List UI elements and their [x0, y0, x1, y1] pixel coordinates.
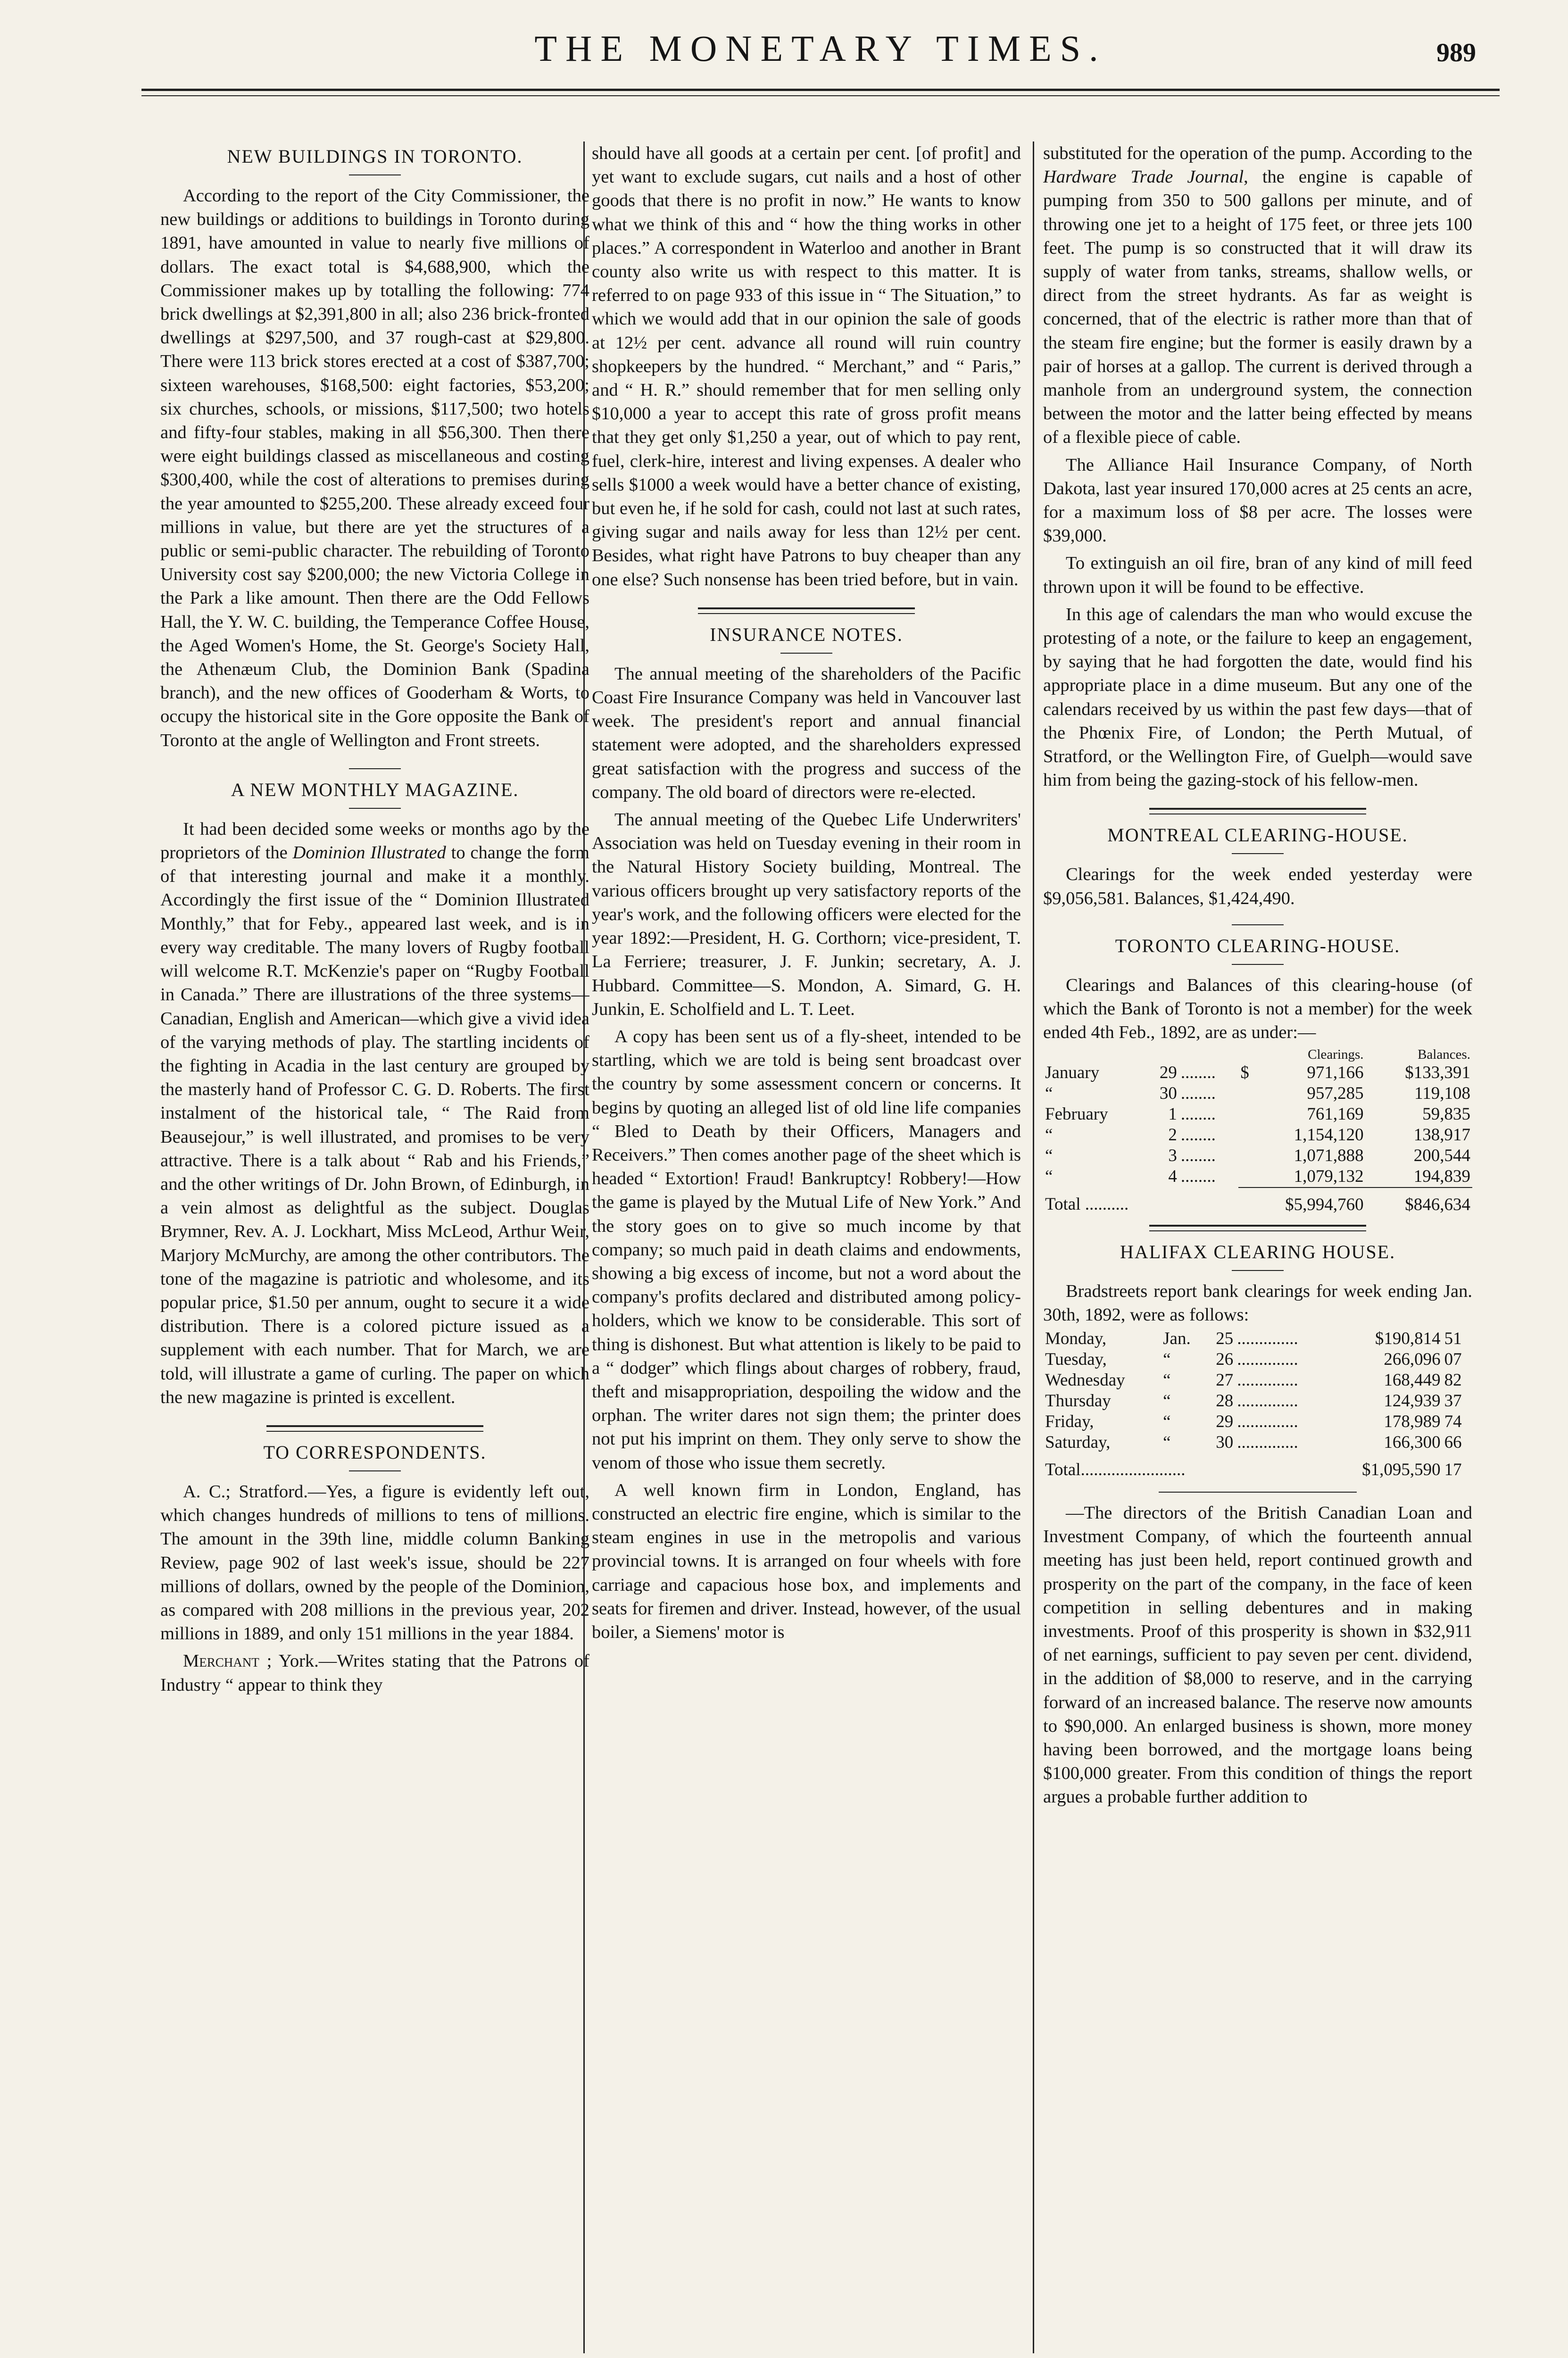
row-day: 4 [1168, 1167, 1177, 1186]
text-run: ; York.—Writes stating that the Patrons of Industry “ appear to think they [160, 1651, 589, 1695]
masthead-rule [141, 89, 1500, 91]
total-balances: $846,634 [1366, 1187, 1472, 1215]
table-header-row [1043, 1046, 1472, 1063]
leader-dots: .............. [1237, 1370, 1298, 1390]
toronto-clearings-table [1043, 1046, 1472, 1215]
short-rule [1159, 1492, 1357, 1493]
page-number: 989 [1436, 38, 1476, 67]
leader-dots: ........ [1180, 1146, 1216, 1165]
italic-title: Dominion Illustrated [292, 843, 446, 863]
article-heading: INSURANCE NOTES. [710, 623, 903, 645]
row-clearings [1238, 1063, 1365, 1083]
leader-dots: ........ [1180, 1063, 1216, 1082]
row-balances: 119,108 [1414, 1083, 1470, 1103]
row-amount: 266,096 [1384, 1349, 1441, 1369]
row-balances: 59,835 [1422, 1104, 1470, 1124]
text-run: substituted for the operation of the pump. According to the [1043, 143, 1472, 163]
row-clearings [1238, 1083, 1365, 1104]
clearings-value: 1,071,888 [1294, 1146, 1364, 1165]
column-header: Balances. [1418, 1046, 1470, 1062]
leader-dots: ........ [1180, 1083, 1216, 1103]
clearings-value: 1,079,132 [1294, 1166, 1364, 1186]
section-double-rule [266, 1425, 483, 1432]
row-month: “ [1045, 1125, 1053, 1145]
article-heading: TO CORRESPONDENTS. [263, 1441, 487, 1463]
clearings-value: 1,154,120 [1294, 1125, 1364, 1145]
article-paragraph: The annual meeting of the shareholders of the Pacific Coast Fire Insurance Company was held in Vancouver last week. The president's report and annual financial statement were adopted, and the shareholders expressed great satisfaction with the progress and success of the company. The old board of directors were re-elected. [592, 664, 1021, 802]
table-row [1043, 1083, 1472, 1104]
row-month: Jan. [1163, 1328, 1191, 1348]
column-header: Clearings. [1308, 1046, 1364, 1062]
row-cents: 07 [1444, 1349, 1462, 1369]
row-balances: 138,917 [1413, 1125, 1470, 1145]
article-heading: TORONTO CLEARING-HOUSE. [1115, 935, 1401, 956]
row-month: “ [1045, 1167, 1053, 1186]
row-weekday: Monday, [1045, 1328, 1107, 1348]
row-clearings [1238, 1125, 1365, 1146]
row-month: “ [1045, 1146, 1053, 1165]
article-heading: HALIFAX CLEARING HOUSE. [1120, 1241, 1396, 1262]
row-amount: 166,300 [1384, 1432, 1441, 1452]
correspondent-name: Merchant [183, 1651, 259, 1671]
row-amount: 168,449 [1384, 1370, 1441, 1390]
row-month: “ [1163, 1411, 1171, 1431]
row-month: January [1045, 1063, 1100, 1082]
article-paragraph: The annual meeting of the Quebec Life Underwriters' Association was held on Tuesday evening in their room in the Natural History Society building, Montreal. The various officers brought up very satisfactory reports of the year's work, and the following officers were elected for the year 1892:—President, H. G. Corthorn; vice-president, T. La Ferriere; treasurer, J. F. Junkin; secretary, A. J. Hubbard. Committee—S. Mondon, A. Simard, G. H. Junkin, E. Scholfield and L. T. Leet. [592, 810, 1021, 1019]
total-label-text: Total [1045, 1195, 1081, 1214]
article-paragraph [160, 817, 589, 1409]
row-date: 30 [1216, 1432, 1234, 1452]
row-cents: 37 [1444, 1391, 1462, 1411]
short-rule [349, 1470, 401, 1471]
text-run: It had been decided some weeks or months ago by the proprietors of the [160, 819, 589, 863]
clearings-value: 971,166 [1307, 1063, 1364, 1082]
row-balances: 200,544 [1413, 1146, 1470, 1165]
article-paragraph: The Alliance Hail Insurance Company, of North Dakota, last year insured 170,000 acres at 25 cents an acre, for a maximum loss of $8 per acre. The losses were $39,000. [1043, 455, 1472, 546]
row-date: 27 [1216, 1370, 1234, 1390]
article-paragraph: —The directors of the British Canadian Loan and Investment Company, of which the fourteenth annual meeting has just been held, report continued growth and prosperity on the part of the company, in the face of keen competition in selling debentures and in making investments. Proof of this prosperity is shown in $32,911 of net earnings, sufficient to pay seven per cent. dividend, in the addition of $8,000 to reserve, and in the carrying forward of an increased balance. The reserve now amounts to $90,000. An enlarged business is shown, more money having been borrowed, and the mortgage loans being $100,000 greater. From this condition of things the report argues a probable further addition to [1043, 1503, 1472, 1807]
short-rule [349, 808, 401, 809]
short-rule [1232, 924, 1284, 925]
total-label [1043, 1453, 1327, 1480]
article-heading: MONTREAL CLEARING-HOUSE. [1107, 824, 1408, 846]
row-clearings [1238, 1146, 1365, 1166]
total-clearings: $5,994,760 [1238, 1187, 1365, 1215]
leader-dots: .............. [1237, 1391, 1298, 1411]
article-paragraph: A copy has been sent us of a fly-sheet, intended to be startling, which we are told is being sent broadcast over the country by some assessment concern or concerns. It begins by quoting an alleged list of old line life companies “ Bled to Death by their Officers, Managers and Receivers.” Then comes another page of the sheet which is headed “ Extortion! Fraud! Bankruptcy! Robbery!—How the game is played by the Mutual Life of New York.” And the story goes on to give so much income by that company; so much paid in death claims and endowments, showing a big excess of income, but not a word about the company's profits declared and distributed among policy-holders, which we know to be considerable. This sort of thing is dishonest. But what attention is likely to be paid to a “ dodger” which flings about charges of robbery, fraud, theft and misappropriation, despoiling the widow and the orphan. The writer dares not sign them; the printer does not put his imprint on them. They only serve to show the venom of those who issue them secretly. [592, 1026, 1021, 1473]
table-row [1043, 1391, 1472, 1411]
text-run: to change the form of that interesting journal and make it a monthly. Accordingly the first issue of the “ Dominion Illustrated Monthly,” that for Feby., appeared last week, and is in every way creditable. The many lovers of Rugby football will welcome R.T. McKenzie's paper on “Rugby Football in Canada.” There are illustrations of the three systems—Canadian, English and American—which give a vivid idea of the varying methods of play. The startling incidents of the fighting in Acadia in the last century are grouped by the masterly hand of Professor C. G. D. Roberts. The first instalment of the historical tale, “ The Raid from Beausejour,” is well illustrated, and promises to be very attractive. There is a talk about “ Rab and his Friends,” and the other writings of Dr. John Brown, of Edinburgh, in a vein almost as delightful as the subject. Douglas Brymner, Rev. A. J. Lockhart, Miss McLeod, Arthur Weir, Marjory McMurchy, are among the other contributors. The tone of the magazine is patriotic and wholesome, and its popular price, $1.50 per annum, ought to secure it a wide distribution. There is a colored picture issued as a supplement with each number. That for March, we are told, will illustrate a game of curling. The paper on which the new magazine is printed is excellent. [160, 843, 589, 1407]
leader-dots: .............. [1237, 1349, 1298, 1369]
article-paragraph: should have all goods at a certain per cent. [of profit] and yet want to exclude sugars, cut nails and a host of other goods that there is no profit in now.” He wants to know what we think of this and “ how the thing works in other places.” A correspondent in Waterloo and another in Brant county also write us with respect to this matter. It is referred to on page 933 of this issue in “ The Situation,” to which we would add that in our opinion the sale of goods at 12½ per cent. advance all round will ruin country shopkeepers by the hundred. “ Merchant,” and “ Paris,” and “ H. R.” should remember that for men selling only $10,000 a year to accept this rate of gross profit means that they get only $1,250 a year, out of which to pay rent, fuel, clerk-hire, interest and living expenses. A dealer who sells $1000 a week would have a better chance of existing, but even he, if he sold for cash, could not last at such rates, giving sugar and nails away for less than 12½ per cent. Besides, what right have Patrons to buy cheaper than any one else? Such nonsense has been tried before, but in vain. [592, 143, 1021, 590]
article-paragraph: A. C.; Stratford.—Yes, a figure is evidently left out, which changes hundreds of millions to tens of millions. The amount in the 39th line, middle column Banking Review, page 902 of last week's issue, should be 227 millions of dollars, owned by the people of the Dominion, as compared with 208 millions in the previous year, 202 millions in 1889, and only 151 millions in the year 1884. [160, 1481, 589, 1644]
table-row [1043, 1432, 1472, 1453]
article-paragraph: Clearings and Balances of this clearing-house (of which the Bank of Toronto is not a member) for the week ended 4th Feb., 1892, are as under:— [1043, 975, 1472, 1043]
section-double-rule [1149, 1225, 1366, 1231]
column-3 [1043, 141, 1472, 2349]
article-paragraph: Bradstreets report bank clearings for week ending Jan. 30th, 1892, were as follows: [1043, 1281, 1472, 1325]
newspaper-title: THE MONETARY TIMES. [534, 28, 1107, 69]
row-date: 28 [1216, 1391, 1234, 1411]
clearings-value: 957,285 [1307, 1083, 1364, 1103]
leader-dots: .............. [1237, 1432, 1298, 1452]
table-row [1043, 1349, 1472, 1370]
row-day: 30 [1159, 1083, 1177, 1103]
column-1 [160, 141, 589, 2349]
short-rule [1232, 964, 1284, 965]
table-row [1043, 1411, 1472, 1432]
article-paragraph: To extinguish an oil fire, bran of any kind of mill feed thrown upon it will be found to be effective. [1043, 553, 1472, 597]
row-cents: 66 [1444, 1432, 1462, 1452]
table-total-row [1043, 1453, 1472, 1480]
row-clearings [1238, 1166, 1365, 1187]
section-double-rule [1149, 808, 1366, 814]
total-cents: 17 [1444, 1460, 1462, 1479]
text-run: , the engine is capable of pumping from 350 to 500 gallons per minute, and of throwing one jet to a height of 175 feet, or three jets 100 feet. The pump is so constructed that it will draw its supply of water from tanks, streams, shallow wells, or direct from the street hydrants. As far as weight is concerned, that of the electric is rather more than that of the steam fire engine; but the former is easily drawn by a pair of horses at a gallop. The current is derived through a manhole from an underground system, the connection between the motor and the latter being effected by means of a flexible piece of cable. [1043, 167, 1472, 448]
row-month: “ [1045, 1083, 1053, 1103]
row-day: 29 [1159, 1063, 1177, 1082]
row-balances: 194,839 [1413, 1166, 1470, 1186]
table-row [1043, 1328, 1472, 1349]
total-amount: $1,095,590 [1362, 1460, 1441, 1479]
column-divider [1033, 141, 1034, 2353]
currency-sign: $ [1240, 1063, 1249, 1082]
row-weekday: Tuesday, [1045, 1349, 1107, 1369]
article-paragraph: In this age of calendars the man who would excuse the protesting of a note, or the failure to keep an engagement, by saying that he had forgotten the date, would find his appropriate place in a dime museum. But any one of the calendars received by us within the past few days—that of the Phœnix Fire, of London; the Perth Mutual, of Stratford, or the Wellington Fire, of Guelph—would save him from being the gazing-stock of his fellow-men. [1043, 604, 1472, 790]
row-balances: $133,391 [1405, 1063, 1470, 1082]
row-weekday: Friday, [1045, 1411, 1094, 1431]
short-rule [349, 174, 401, 175]
masthead-rule-thin [141, 95, 1500, 96]
short-rule [1232, 1270, 1284, 1271]
table-row [1043, 1146, 1472, 1166]
article-paragraph [160, 1649, 589, 1696]
halifax-clearings-table [1043, 1328, 1472, 1480]
row-weekday: Wednesday [1045, 1370, 1125, 1390]
table-row [1043, 1125, 1472, 1146]
row-date: 25 [1216, 1328, 1234, 1348]
leader-dots: .............. [1237, 1328, 1298, 1348]
article-paragraph: Clearings for the week ended yesterday were $9,056,581. Balances, $1,424,490. [1043, 864, 1472, 908]
article-paragraph: According to the report of the City Commissioner, the new buildings or additions to buildings in Toronto during 1891, have amounted in value to nearly five millions of dollars. The exact total is $4,688,900, which the Commissioner makes up by totalling the following: 774 brick dwellings at $2,391,800 in all; also 236 brick-fronted dwellings at $297,500, and 37 rough-cast at $29,800. There were 113 brick stores erected at a cost of $387,700; sixteen warehouses, $168,500: eight factories, $53,200; six churches, schools, or missions, $117,500; two hotels and fifty-four stables, making in all $56,300. Then there were eight buildings classed as miscellaneous and costing $300,400, while the cost of alterations to premises during the year amounted to $255,200. These already exceed four millions in value, but there are yet the structures of a public or semi-public character. The rebuilding of Toronto University cost say $200,000; the new Victoria College in the Park a like amount. Then there are the Odd Fellows Hall, the Y. W. C. building, the Temperance Coffee House, the Aged Women's Home, the St. George's Society Hall, the Athenæum Club, the Dominion Bank (Spadina branch), and the new offices of Gooderham & Worts, to occupy the historical site in the Gore opposite the Bank of Toronto at the angle of Wellington and Front streets. [160, 186, 589, 750]
row-amount: 124,939 [1384, 1391, 1441, 1411]
leader-dots: .......... [1085, 1195, 1129, 1214]
row-day: 2 [1168, 1125, 1177, 1145]
article-paragraph [1043, 141, 1472, 449]
table-total-row [1043, 1187, 1472, 1215]
short-rule [349, 768, 401, 769]
leader-dots: .............. [1237, 1411, 1298, 1431]
total-label-text: Total [1045, 1460, 1081, 1479]
row-weekday: Saturday, [1045, 1432, 1111, 1452]
row-date: 26 [1216, 1349, 1234, 1369]
italic-title: Hardware Trade Journal [1043, 167, 1244, 187]
row-day: 3 [1168, 1146, 1177, 1165]
table-row [1043, 1166, 1472, 1187]
column-2 [592, 141, 1021, 2349]
table-row [1043, 1104, 1472, 1125]
short-rule [1232, 853, 1284, 854]
total-label [1043, 1187, 1179, 1215]
row-day: 1 [1168, 1104, 1177, 1124]
section-double-rule [698, 607, 915, 614]
row-month: “ [1163, 1349, 1171, 1369]
row-amount: $190,814 [1375, 1328, 1441, 1348]
article-heading: A NEW MONTHLY MAGAZINE. [231, 779, 519, 800]
table-row [1043, 1370, 1472, 1391]
row-clearings [1238, 1104, 1365, 1125]
leader-dots: ........................ [1080, 1460, 1186, 1479]
row-cents: 74 [1444, 1411, 1462, 1431]
row-month: “ [1163, 1370, 1171, 1390]
leader-dots: ........ [1180, 1125, 1216, 1145]
row-month: February [1045, 1104, 1108, 1124]
short-rule [780, 653, 832, 654]
leader-dots: ........ [1180, 1104, 1216, 1124]
row-weekday: Thursday [1045, 1391, 1111, 1411]
article-heading: NEW BUILDINGS IN TORONTO. [227, 146, 523, 167]
row-date: 29 [1216, 1411, 1234, 1431]
leader-dots: ........ [1180, 1167, 1216, 1186]
row-month: “ [1163, 1432, 1171, 1452]
row-month: “ [1163, 1391, 1171, 1411]
row-amount: 178,989 [1384, 1411, 1441, 1431]
row-cents: 82 [1444, 1370, 1462, 1390]
masthead [137, 19, 1504, 108]
clearings-value: 761,169 [1307, 1104, 1364, 1124]
article-paragraph: A well known firm in London, England, has constructed an electric fire engine, which is similar to the steam engines in use in the metropolis and various provincial towns. It is arranged on four wheels with fore carriage and capacious hose box, and implements and seats for firemen and driver. Instead, however, of the usual boiler, a Siemens' motor is [592, 1480, 1021, 1642]
row-cents: 51 [1444, 1328, 1462, 1348]
table-row [1043, 1063, 1472, 1083]
